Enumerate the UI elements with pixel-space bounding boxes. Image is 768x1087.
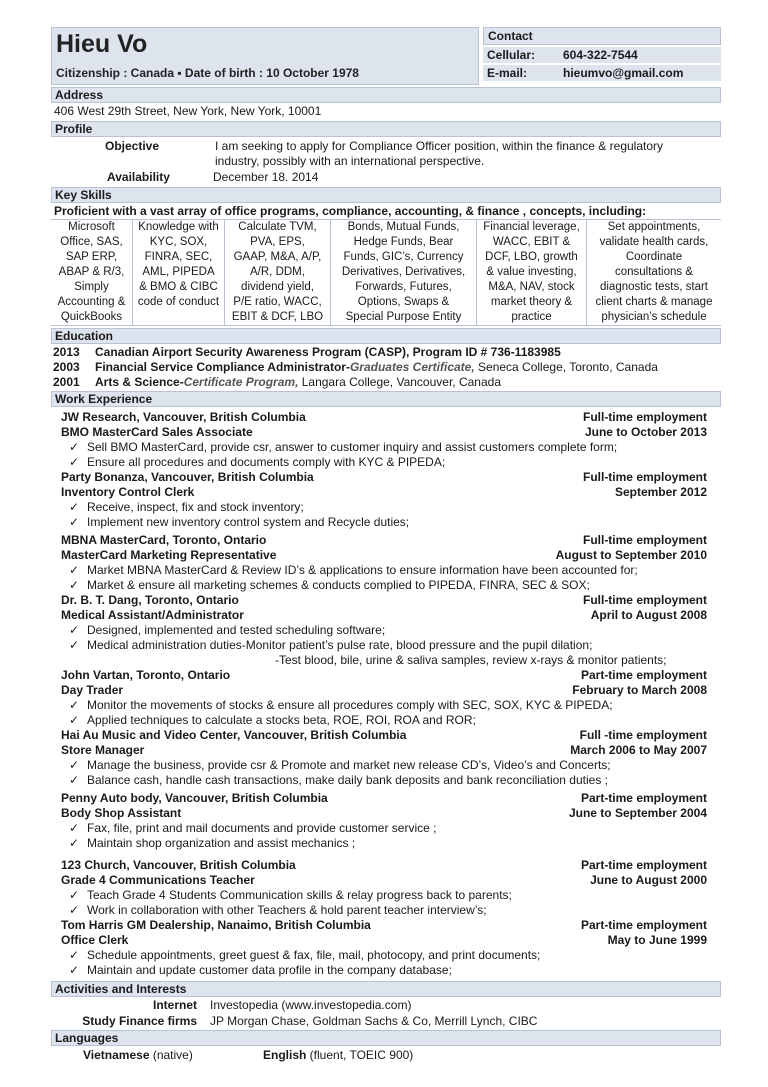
job-employer-row	[51, 410, 721, 425]
language-name: Vietnamese	[83, 1048, 150, 1062]
skill-column: Set appointments, validate health cards, Coordinate consultations & diagnostic tests, start client charts & manage physician’s schedule	[595, 221, 713, 323]
name-box	[51, 27, 479, 85]
job-entry	[51, 470, 721, 530]
job-employer: Penny Auto body, Vancouver, British Columbia	[61, 791, 328, 805]
languages-row	[51, 1048, 721, 1064]
job-type: Full-time employment	[582, 593, 707, 607]
job-bullet-continuation: -Test blood, bile, urine & saliva samples, review x-rays & monitor patients;	[275, 653, 667, 667]
job-entry	[51, 410, 721, 470]
objective-line-1: I am seeking to apply for Compliance Officer position, within the finance & regulatory	[215, 139, 664, 153]
job-entry	[51, 728, 721, 788]
job-bullet: ✓ Maintain and update customer data profile in the company database;	[51, 963, 721, 978]
citizenship-line: Citizenship : Canada ▪ Date of birth : 10 October 1978	[56, 66, 359, 80]
job-entry	[51, 533, 721, 593]
job-entry	[51, 918, 721, 978]
job-employer: Tom Harris GM Dealership, Nanaimo, British Columbia	[61, 918, 371, 932]
job-bullet: ✓ Medical administration duties-Monitor patient’s pulse rate, blood pressure and the pupil dilation;	[51, 638, 721, 653]
address-text: 406 West 29th Street, New York, New York, 10001	[54, 104, 322, 118]
job-bullet: ✓ Monitor the movements of stocks & ensure all procedures comply with SEC, SOX, KYC & PIPEDA;	[51, 698, 721, 713]
language-name: English	[263, 1048, 307, 1062]
job-bullet: ✓ Implement new inventory control system and Recycle duties;	[51, 515, 721, 530]
contact-title: Contact	[483, 27, 721, 45]
section-languages: Languages	[51, 1030, 721, 1046]
job-employer: 123 Church, Vancouver, British Columbia	[61, 858, 296, 872]
job-role: Medical Assistant/Administrator	[61, 608, 244, 622]
job-bullet: ✓ Work in collaboration with other Teachers & hold parent teacher interview’s;	[51, 903, 721, 918]
job-entry	[51, 668, 721, 728]
language-english	[263, 1048, 413, 1063]
education-title: Arts & Science-	[95, 375, 184, 389]
education-year: 2003	[53, 360, 80, 374]
job-dates: May to June 1999	[607, 933, 707, 947]
job-type: Full -time employment	[579, 728, 707, 742]
education-title: Canadian Airport Security Awareness Program (CASP), Program ID # 736-1183985	[95, 345, 561, 359]
email-value: hieumvo@gmail.com	[563, 66, 684, 80]
skill-column: Knowledge with KYC, SOX, FINRA, SEC, AML, PIPEDA & BMO & CIBC code of conduct	[133, 220, 225, 325]
job-bullet: ✓ Applied techniques to calculate a stocks beta, ROE, ROI, ROA and ROR;	[51, 713, 721, 728]
section-address: Address	[51, 87, 721, 103]
language-vietnamese	[83, 1048, 193, 1063]
activity-value: Investopedia (www.investopedia.com)	[210, 998, 412, 1012]
job-employer: JW Research, Vancouver, British Columbia	[61, 410, 306, 424]
job-role-row	[51, 873, 721, 888]
job-dates: August to September 2010	[555, 548, 707, 562]
education-row	[51, 375, 721, 390]
education-title: Financial Service Compliance Administrator-	[95, 360, 350, 374]
job-dates: June to August 2000	[590, 873, 707, 887]
education-list	[51, 345, 721, 390]
availability-value: December 18. 2014	[213, 170, 319, 184]
activity-row	[51, 998, 721, 1014]
job-bullet: ✓ Maintain shop organization and assist mechanics ;	[51, 836, 721, 851]
education-row	[51, 360, 721, 375]
candidate-name: Hieu Vo	[56, 30, 148, 58]
job-type: Part-time employment	[580, 668, 707, 682]
job-role-row	[51, 683, 721, 698]
job-bullet: ✓ Teach Grade 4 Students Communication skills & relay progress back to parents;	[51, 888, 721, 903]
job-bullet: ✓ Designed, implemented and tested scheduling software;	[51, 623, 721, 638]
education-school: Seneca College, Toronto, Canada	[474, 360, 658, 374]
job-dates: June to October 2013	[584, 425, 707, 439]
language-level: (native)	[149, 1048, 193, 1062]
education-year: 2001	[53, 375, 80, 389]
job-role-row	[51, 548, 721, 563]
job-role: Office Clerk	[61, 933, 129, 947]
job-type: Part-time employment	[580, 791, 707, 805]
job-dates: September 2012	[614, 485, 707, 499]
job-employer: Hai Au Music and Video Center, Vancouver, British Columbia	[61, 728, 407, 742]
skill-column: Bonds, Mutual Funds, Hedge Funds, Bear Funds, GIC’s, Currency Derivatives, Derivatives, Forwards, Futures, Options, Swaps & Special Purpose Entity	[331, 220, 477, 325]
education-row	[51, 345, 721, 360]
job-employer-row	[51, 728, 721, 743]
job-role: Body Shop Assistant	[61, 806, 182, 820]
contact-email-row	[483, 65, 721, 81]
job-type: Part-time employment	[580, 918, 707, 932]
job-role: MasterCard Marketing Representative	[61, 548, 277, 562]
job-dates: March 2006 to May 2007	[570, 743, 707, 757]
job-role-row	[51, 485, 721, 500]
contact-box	[483, 27, 721, 85]
resume-page	[51, 27, 721, 1064]
job-dates: June to September 2004	[568, 806, 707, 820]
section-work-experience: Work Experience	[51, 391, 721, 407]
job-employer-row	[51, 470, 721, 485]
objective-line-2: industry, possibly with an international perspective.	[215, 154, 485, 168]
activity-label: Internet	[152, 998, 197, 1012]
job-role-row	[51, 933, 721, 948]
job-bullet: ✓ Sell BMO MasterCard, provide csr, answer to customer inquiry and assist customers complete form;	[51, 440, 721, 455]
activity-value: JP Morgan Chase, Goldman Sachs & Co, Merrill Lynch, CIBC	[210, 1014, 538, 1028]
header	[51, 27, 721, 85]
job-employer-row	[51, 858, 721, 873]
job-employer-row	[51, 918, 721, 933]
cell-label: Cellular:	[487, 48, 536, 62]
job-role: BMO MasterCard Sales Associate	[61, 425, 253, 439]
job-role-row	[51, 806, 721, 821]
job-bullet: ✓ Schedule appointments, greet guest & fax, file, mail, photocopy, and print documents;	[51, 948, 721, 963]
job-bullet: ✓ Market & ensure all marketing schemes & conducts complied to PIPEDA, FINRA, SEC & SOX;	[51, 578, 721, 593]
contact-cell-row	[483, 47, 721, 63]
availability-label: Availability	[107, 170, 170, 184]
skill-column: Financial leverage, WACC, EBIT & DCF, LBO, growth & value investing, M&A, NAV, stock market theory & practice	[477, 220, 587, 325]
job-bullet: ✓ Market MBNA MasterCard & Review ID’s & applications to ensure information have been accounted for;	[51, 563, 721, 578]
job-employer: Party Bonanza, Vancouver, British Columbia	[61, 470, 314, 484]
job-role: Store Manager	[61, 743, 145, 757]
job-role-row	[51, 425, 721, 440]
job-employer: Dr. B. T. Dang, Toronto, Ontario	[61, 593, 239, 607]
skill-column: Microsoft Office, SAS, SAP ERP, ABAP & R/3, Simply Accounting & QuickBooks	[51, 220, 133, 325]
skills-intro: Proficient with a vast array of office programs, compliance, accounting, & finance , concepts, including:	[54, 204, 647, 218]
job-entry	[51, 593, 721, 668]
job-employer: John Vartan, Toronto, Ontario	[61, 668, 231, 682]
availability-row	[51, 170, 721, 185]
job-employer-row	[51, 791, 721, 806]
job-role: Inventory Control Clerk	[61, 485, 195, 499]
job-role: Grade 4 Communications Teacher	[61, 873, 255, 887]
job-type: Full-time employment	[582, 533, 707, 547]
job-type: Full-time employment	[582, 470, 707, 484]
job-entry	[51, 858, 721, 918]
education-school: Langara College, Vancouver, Canada	[298, 375, 501, 389]
job-role-row	[51, 608, 721, 623]
section-key-skills: Key Skills	[51, 187, 721, 203]
section-profile: Profile	[51, 121, 721, 137]
section-activities: Activities and Interests	[51, 981, 721, 997]
job-bullet: ✓ Ensure all procedures and documents comply with KYC & PIPEDA;	[51, 455, 721, 470]
activity-label: Study Finance firms	[82, 1014, 197, 1028]
job-bullet: ✓ Fax, file, print and mail documents and provide customer service ;	[51, 821, 721, 836]
education-year: 2013	[53, 345, 80, 359]
job-dates: February to March 2008	[572, 683, 707, 697]
job-bullet: ✓ Balance cash, handle cash transactions, make daily bank deposits and bank reconciliation duties ;	[51, 773, 721, 788]
section-education: Education	[51, 328, 721, 344]
skill-column: Calculate TVM, PVA, EPS, GAAP, M&A, A/P, A/R, DDM, dividend yield, P/E ratio, WACC, EBIT & DCF, LBO	[225, 220, 331, 325]
education-certificate: Certificate Program,	[183, 375, 299, 389]
job-employer-row	[51, 533, 721, 548]
job-type: Full-time employment	[582, 410, 707, 424]
job-employer-row	[51, 668, 721, 683]
job-employer: MBNA MasterCard, Toronto, Ontario	[61, 533, 267, 547]
skills-table	[51, 219, 721, 326]
job-bullet: ✓ Receive, inspect, fix and stock inventory;	[51, 500, 721, 515]
language-level: (fluent, TOEIC 900)	[306, 1048, 414, 1062]
email-label: E-mail:	[487, 66, 528, 80]
activity-row	[51, 1014, 721, 1030]
education-certificate: Graduates Certificate,	[349, 360, 475, 374]
job-role: Day Trader	[61, 683, 124, 697]
objective-label: Objective	[105, 139, 160, 153]
job-type: Part-time employment	[580, 858, 707, 872]
job-bullet: ✓ Manage the business, provide csr & Promote and market new release CD’s, Video’s and Concerts;	[51, 758, 721, 773]
job-employer-row	[51, 593, 721, 608]
cell-value: 604-322-7544	[563, 48, 638, 62]
objective-row	[51, 139, 721, 169]
job-entry	[51, 791, 721, 851]
job-role-row	[51, 743, 721, 758]
job-dates: April to August 2008	[590, 608, 707, 622]
